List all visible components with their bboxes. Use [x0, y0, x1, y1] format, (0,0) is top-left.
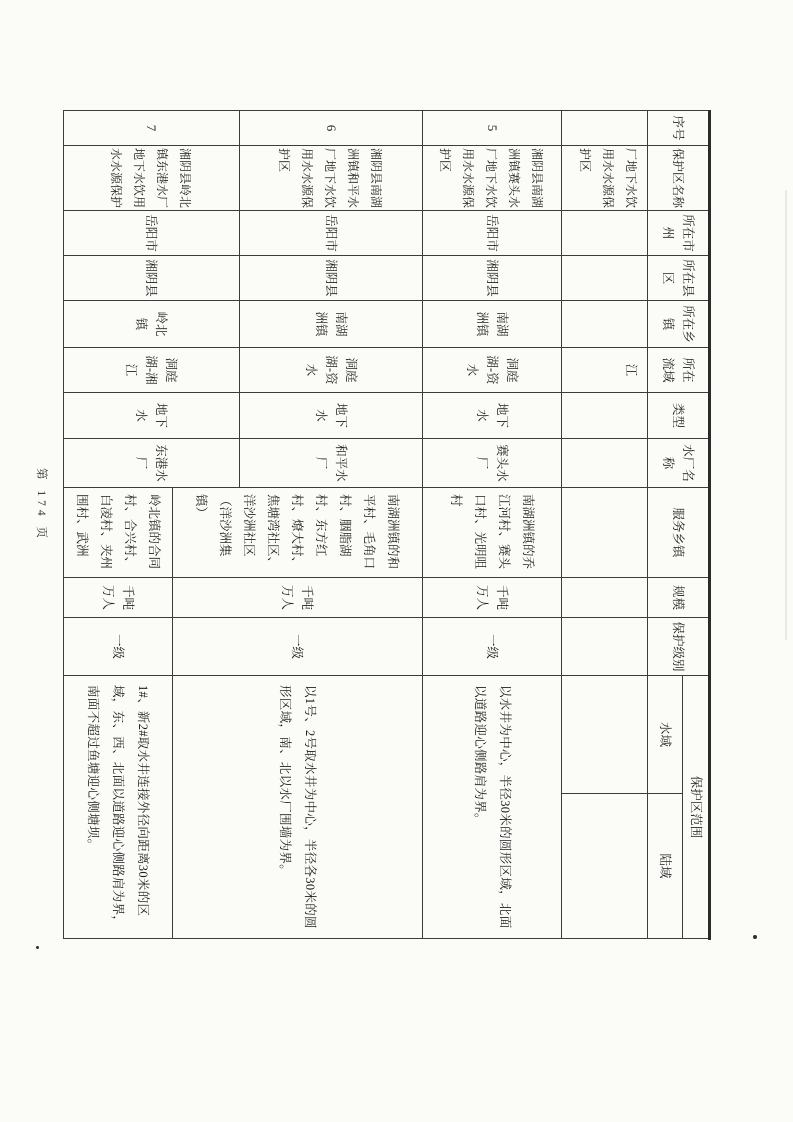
cell-row5-county: 湘阴县: [422, 255, 562, 301]
header-cell-served: 服务乡镇: [647, 487, 710, 578]
cell-row7-level: 一级: [63, 617, 173, 676]
header-cell-plant: 水厂名称: [647, 438, 710, 488]
cell-row6-served: 南湖洲镇的和平村、毛角口村、胭脂湖村、东方红村、燎大村、焦塘湾社区、洋沙洲社区（洋沙洲集镇）: [172, 487, 423, 578]
header-cell-county: 所在县区: [647, 255, 710, 301]
cell-rowcont-serial: [561, 110, 648, 146]
cell-row6-town: 南湖洲镇: [239, 300, 423, 348]
cell-row5-served: 南湖洲镇的乔江河村、赛头口村、光明咀村: [422, 487, 562, 578]
cell-rowcont-county: [561, 255, 648, 301]
cell-rowcont-served: [561, 487, 648, 578]
cell-row5-plant: 赛头水厂: [422, 438, 562, 488]
cell-row7-scale: 千吨万人: [63, 577, 173, 618]
cell-row5-scope: 以水井为中心，半径30米的圆形区域，北面以道路迎心侧路肩为界。: [422, 675, 562, 939]
cell-rowcont-town: [561, 300, 648, 348]
cell-rowcont-name: 厂地下水饮用水水源保护区: [561, 145, 648, 211]
scan-dot: [36, 946, 39, 949]
header-cell-town: 所在乡镇: [647, 300, 710, 348]
page-number: 第 174 页: [35, 468, 47, 542]
cell-row7-town: 岭北镇: [63, 300, 240, 348]
cell-row5-serial: 5: [422, 110, 562, 146]
cell-row6-basin: 洞庭湖-资水: [239, 347, 423, 393]
header-cell-scope: 保护区范围: [682, 675, 710, 939]
cell-row5-name: 湘阴县南湖洲镇赛头水厂地下水饮用水水源保护区: [422, 145, 562, 211]
scan-streak: [785, 190, 787, 640]
header-cell-type: 类型: [647, 392, 710, 439]
cell-row6-plant: 和平水厂: [239, 438, 423, 488]
cell-rowcont-scope-land: [561, 793, 648, 939]
cell-row7-city: 岳阳市: [63, 210, 240, 256]
cell-row6-county: 湘阴县: [239, 255, 423, 301]
cell-row6-name: 湘阴县南湖洲镇和平水厂地下水饮用水水源保护区: [239, 145, 423, 211]
cell-rowcont-city: [561, 210, 648, 256]
cell-row5-scale: 千吨万人: [422, 577, 562, 618]
table-top-border: [708, 110, 711, 940]
cell-row7-plant: 东港水厂: [63, 438, 240, 488]
header-cell-level: 保护级别: [647, 617, 710, 676]
header-cell-name: 保护区名称: [647, 145, 710, 211]
cell-rowcont-plant: [561, 438, 648, 488]
cell-row7-county: 湘阴县: [63, 255, 240, 301]
cell-row7-served: 岭北镇的合同村、合兴村、白凌村、夹州围村、武洲: [63, 487, 173, 578]
header-cell-scope-land: 陆域: [647, 793, 683, 939]
cell-row5-city: 岳阳市: [422, 210, 562, 256]
cell-rowcont-type: [561, 392, 648, 439]
cell-row5-type: 地下水: [422, 392, 562, 439]
header-cell-serial: 序号: [647, 110, 710, 146]
cell-rowcont-level: [561, 617, 648, 676]
cell-row7-basin: 洞庭湖-湘江: [63, 347, 240, 393]
cell-row5-basin: 洞庭湖-资水: [422, 347, 562, 393]
cell-row7-type: 地下水: [63, 392, 240, 439]
header-cell-scope-water: 水域: [647, 675, 683, 794]
cell-rowcont-scope-water: [561, 675, 648, 794]
cell-row5-level: 一级: [422, 617, 562, 676]
cell-rowcont-basin: 江: [561, 347, 648, 393]
cell-row7-serial: 7: [63, 110, 240, 146]
cell-row6-scale: 千吨万人: [172, 577, 423, 618]
header-cell-scale: 规模: [647, 577, 710, 618]
cell-row6-scope: 以1号、2号取水井为中心，半径各30米的圆形区域，南、北以水厂围墙为界。: [172, 675, 423, 939]
header-cell-city: 所在市州: [647, 210, 710, 256]
cell-row6-city: 岳阳市: [239, 210, 423, 256]
header-cell-basin: 所在流域: [647, 347, 710, 393]
cell-row7-name: 湘阴县岭北镇东港水厂地下水饮用水水源保护: [63, 145, 240, 211]
cell-rowcont-scale: [561, 577, 648, 618]
cell-row5-town: 南湖洲镇: [422, 300, 562, 348]
cell-row6-type: 地下水: [239, 392, 423, 439]
cell-row7-scope: 1#、新2#取水井连接外径向距离30米的区域，东、西、北面以道路迎心侧路肩为界，南面不超过鱼塘迎心侧塘坝。: [63, 675, 173, 939]
cell-row6-level: 一级: [172, 617, 423, 676]
scan-dot: [753, 935, 757, 939]
cell-row6-serial: 6: [239, 110, 423, 146]
